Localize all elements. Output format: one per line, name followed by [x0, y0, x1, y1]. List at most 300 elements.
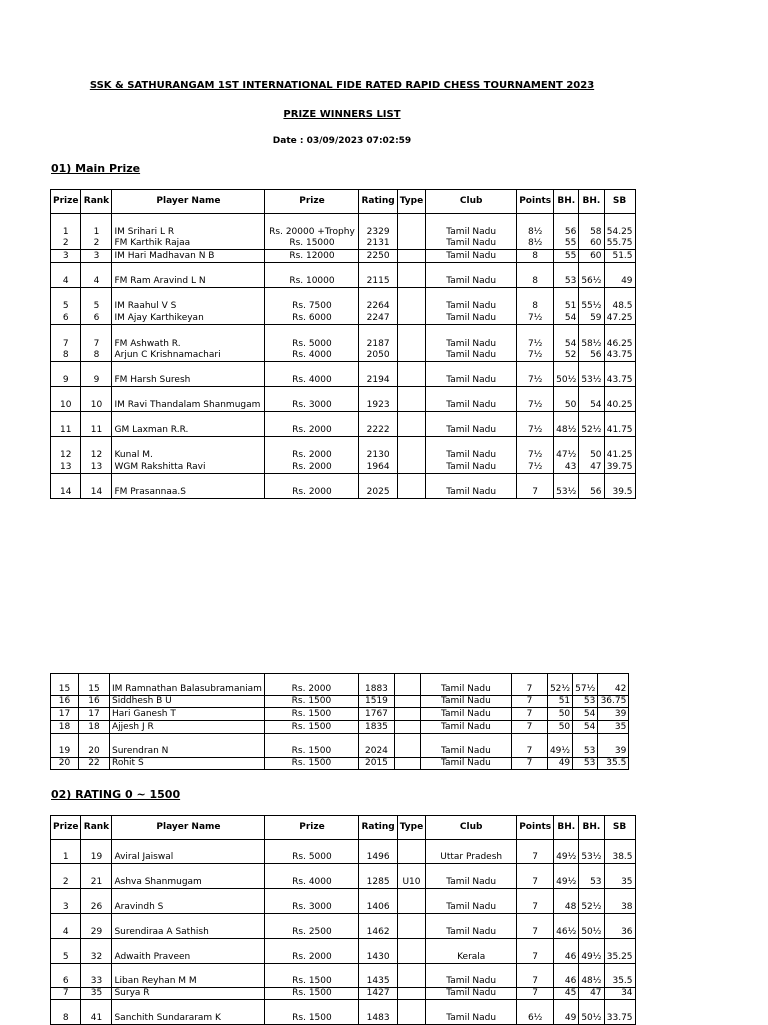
main-prize-table-continued — [50, 673, 629, 770]
cell-rating: 2130 — [359, 437, 397, 461]
cell-club: Tamil Nadu — [420, 696, 511, 708]
cell-player-name: Siddhesh B U — [110, 696, 265, 708]
cell-sb: 43.75 — [604, 362, 635, 387]
cell-player-name: Surya R — [112, 988, 265, 1000]
cell-bh2: 60 — [579, 238, 604, 250]
cell-bh2: 52½ — [579, 889, 604, 914]
cell-rank: 2 — [81, 238, 112, 250]
table-row — [51, 864, 636, 889]
cell-club: Tamil Nadu — [426, 263, 517, 288]
cell-prize-no: 19 — [51, 734, 79, 758]
cell-points: 7½ — [517, 387, 554, 412]
cell-prize-amount: Rs. 1500 — [264, 721, 358, 734]
cell-prize-no: 15 — [51, 674, 79, 696]
cell-points: 7 — [517, 914, 554, 939]
cell-prize-amount: Rs. 2000 — [265, 474, 359, 499]
cell-prize-amount: Rs. 1500 — [265, 964, 359, 988]
cell-bh1: 51 — [554, 288, 579, 312]
cell-prize-amount: Rs. 2000 — [264, 674, 358, 696]
cell-rank: 35 — [81, 988, 112, 1000]
cell-type — [397, 362, 425, 387]
table-row — [51, 362, 636, 387]
cell-player-name: FM Ashwath R. — [112, 325, 265, 350]
cell-bh2: 56 — [579, 350, 604, 362]
cell-type — [397, 387, 425, 412]
column-header-prize-amount: Prize — [265, 816, 359, 840]
cell-bh2: 60 — [579, 250, 604, 263]
cell-club: Tamil Nadu — [426, 889, 517, 914]
cell-sb: 39 — [598, 708, 629, 721]
cell-bh1: 51 — [547, 696, 572, 708]
cell-player-name: IM Hari Madhavan N B — [112, 250, 265, 263]
cell-prize-amount: Rs. 3000 — [265, 387, 359, 412]
column-header-rating: Rating — [359, 816, 397, 840]
cell-rating: 2025 — [359, 474, 397, 499]
cell-rank: 3 — [81, 250, 112, 263]
cell-bh2: 53 — [579, 864, 604, 889]
cell-rating: 2264 — [359, 288, 397, 312]
table-row — [51, 734, 629, 758]
cell-bh1: 43 — [554, 461, 579, 474]
column-header-prize-amount: Prize — [265, 190, 359, 214]
cell-sb: 40.25 — [604, 387, 635, 412]
column-header-bh2: BH. — [579, 190, 604, 214]
cell-sb: 41.25 — [604, 437, 635, 461]
table-row — [51, 474, 636, 499]
cell-club: Tamil Nadu — [426, 474, 517, 499]
cell-rating: 1285 — [359, 864, 397, 889]
cell-sb: 38 — [604, 889, 635, 914]
cell-rating: 1519 — [358, 696, 394, 708]
cell-player-name: FM Karthik Rajaa — [112, 238, 265, 250]
cell-player-name: IM Ramnathan Balasubramaniam — [110, 674, 265, 696]
cell-type — [397, 939, 425, 964]
cell-prize-amount: Rs. 1500 — [264, 734, 358, 758]
cell-prize-amount: Rs. 20000 +Trophy — [265, 214, 359, 238]
cell-bh1: 56 — [554, 214, 579, 238]
cell-points: 7½ — [517, 362, 554, 387]
cell-rating: 2250 — [359, 250, 397, 263]
cell-bh2: 59 — [579, 312, 604, 325]
cell-club: Tamil Nadu — [426, 461, 517, 474]
cell-club: Tamil Nadu — [420, 708, 511, 721]
cell-type — [397, 263, 425, 288]
cell-player-name: Rohit S — [110, 758, 265, 770]
cell-prize-amount: Rs. 3000 — [265, 889, 359, 914]
table-row — [51, 437, 636, 461]
cell-points: 7 — [511, 708, 547, 721]
cell-points: 7 — [511, 721, 547, 734]
cell-player-name: Aviral Jaiswal — [112, 840, 265, 864]
cell-type — [397, 461, 425, 474]
cell-rating: 1406 — [359, 889, 397, 914]
cell-prize-no: 2 — [51, 864, 81, 889]
cell-player-name: FM Harsh Suresh — [112, 362, 265, 387]
cell-sb: 48.5 — [604, 288, 635, 312]
cell-prize-no: 8 — [51, 350, 81, 362]
table-row — [51, 1000, 636, 1025]
cell-club: Tamil Nadu — [420, 758, 511, 770]
cell-points: 7½ — [517, 461, 554, 474]
cell-rank: 9 — [81, 362, 112, 387]
cell-points: 7 — [511, 734, 547, 758]
cell-sb: 54.25 — [604, 214, 635, 238]
cell-bh2: 47 — [579, 461, 604, 474]
cell-prize-amount: Rs. 4000 — [265, 864, 359, 889]
column-header-bh1: BH. — [554, 190, 579, 214]
cell-rating: 2329 — [359, 214, 397, 238]
cell-player-name: Surendiraa A Sathish — [112, 914, 265, 939]
cell-club: Tamil Nadu — [426, 387, 517, 412]
cell-points: 8 — [517, 263, 554, 288]
cell-rating: 1923 — [359, 387, 397, 412]
cell-bh1: 46 — [554, 964, 579, 988]
cell-player-name: Surendran N — [110, 734, 265, 758]
cell-sb: 39.5 — [604, 474, 635, 499]
cell-prize-amount: Rs. 1500 — [265, 988, 359, 1000]
cell-club: Tamil Nadu — [420, 734, 511, 758]
cell-sb: 38.5 — [604, 840, 635, 864]
column-header-type: Type — [397, 816, 425, 840]
table-row — [51, 214, 636, 238]
cell-prize-amount: Rs. 2500 — [265, 914, 359, 939]
table-header-row — [51, 190, 636, 214]
cell-points: 7 — [517, 889, 554, 914]
cell-type — [397, 914, 425, 939]
cell-player-name: Sanchith Sundararam K — [112, 1000, 265, 1025]
cell-type — [397, 840, 425, 864]
cell-bh1: 49 — [554, 1000, 579, 1025]
cell-rank: 41 — [81, 1000, 112, 1025]
cell-prize-no: 11 — [51, 412, 81, 437]
table-row — [51, 325, 636, 350]
cell-prize-no: 16 — [51, 696, 79, 708]
cell-bh2: 54 — [573, 708, 598, 721]
cell-rank: 15 — [79, 674, 110, 696]
column-header-type: Type — [397, 190, 425, 214]
cell-rating: 1462 — [359, 914, 397, 939]
table-row — [51, 350, 636, 362]
column-header-club: Club — [426, 816, 517, 840]
cell-bh1: 53 — [554, 263, 579, 288]
cell-player-name: FM Ram Aravind L N — [112, 263, 265, 288]
cell-rank: 21 — [81, 864, 112, 889]
table-row — [51, 964, 636, 988]
cell-type — [394, 721, 420, 734]
cell-bh2: 52½ — [579, 412, 604, 437]
cell-bh1: 46½ — [554, 914, 579, 939]
cell-type — [394, 708, 420, 721]
cell-rank: 17 — [79, 708, 110, 721]
table-header-row — [51, 816, 636, 840]
cell-points: 7 — [511, 696, 547, 708]
cell-sb: 47.25 — [604, 312, 635, 325]
cell-points: 7 — [517, 840, 554, 864]
cell-club: Tamil Nadu — [426, 437, 517, 461]
cell-prize-no: 13 — [51, 461, 81, 474]
table-row — [51, 721, 629, 734]
cell-bh1: 49½ — [554, 840, 579, 864]
cell-prize-amount: Rs. 5000 — [265, 325, 359, 350]
cell-rank: 22 — [79, 758, 110, 770]
cell-sb: 35.5 — [604, 964, 635, 988]
cell-bh2: 53½ — [579, 362, 604, 387]
cell-sb: 33.75 — [604, 1000, 635, 1025]
section-rating-heading: 02) RATING 0 ~ 1500 — [51, 788, 181, 801]
cell-player-name: FM Prasannaa.S — [112, 474, 265, 499]
cell-rating: 2247 — [359, 312, 397, 325]
cell-points: 8½ — [517, 238, 554, 250]
cell-bh2: 55½ — [579, 288, 604, 312]
table-row — [51, 288, 636, 312]
cell-rank: 29 — [81, 914, 112, 939]
cell-bh2: 57½ — [573, 674, 598, 696]
cell-prize-amount: Rs. 7500 — [265, 288, 359, 312]
cell-prize-amount: Rs. 6000 — [265, 312, 359, 325]
cell-type — [397, 238, 425, 250]
cell-rating: 2187 — [359, 325, 397, 350]
cell-rank: 14 — [81, 474, 112, 499]
cell-player-name: GM Laxman R.R. — [112, 412, 265, 437]
cell-club: Tamil Nadu — [426, 238, 517, 250]
cell-player-name: Ajjesh J R — [110, 721, 265, 734]
column-header-rank: Rank — [81, 816, 112, 840]
cell-bh1: 50½ — [554, 362, 579, 387]
cell-points: 7½ — [517, 412, 554, 437]
table-row — [51, 758, 629, 770]
table-row — [51, 988, 636, 1000]
cell-rating: 2050 — [359, 350, 397, 362]
cell-bh1: 54 — [554, 325, 579, 350]
cell-club: Tamil Nadu — [420, 721, 511, 734]
cell-type — [397, 350, 425, 362]
cell-bh2: 53½ — [579, 840, 604, 864]
cell-bh2: 50½ — [579, 914, 604, 939]
cell-type — [394, 696, 420, 708]
table-row — [51, 312, 636, 325]
cell-type — [397, 437, 425, 461]
column-header-sb: SB — [604, 816, 635, 840]
cell-type — [397, 214, 425, 238]
cell-rating: 2024 — [358, 734, 394, 758]
cell-sb: 35.5 — [598, 758, 629, 770]
cell-prize-amount: Rs. 4000 — [265, 362, 359, 387]
cell-points: 7 — [517, 939, 554, 964]
cell-prize-amount: Rs. 2000 — [265, 437, 359, 461]
cell-rank: 10 — [81, 387, 112, 412]
cell-bh1: 52 — [554, 350, 579, 362]
cell-prize-amount: Rs. 4000 — [265, 350, 359, 362]
cell-prize-amount: Rs. 2000 — [265, 461, 359, 474]
table-row — [51, 939, 636, 964]
cell-points: 7½ — [517, 325, 554, 350]
cell-bh1: 48 — [554, 889, 579, 914]
cell-bh2: 49½ — [579, 939, 604, 964]
column-header-rating: Rating — [359, 190, 397, 214]
cell-points: 8½ — [517, 214, 554, 238]
table-row — [51, 412, 636, 437]
cell-club: Tamil Nadu — [426, 250, 517, 263]
column-header-sb: SB — [604, 190, 635, 214]
document-date: Date : 03/09/2023 07:02:59 — [272, 136, 412, 146]
cell-prize-no: 8 — [51, 1000, 81, 1025]
cell-rating: 1430 — [359, 939, 397, 964]
cell-prize-no: 1 — [51, 840, 81, 864]
cell-bh2: 48½ — [579, 964, 604, 988]
cell-club: Tamil Nadu — [426, 362, 517, 387]
cell-rating: 1427 — [359, 988, 397, 1000]
cell-bh2: 58½ — [579, 325, 604, 350]
cell-rating: 1435 — [359, 964, 397, 988]
cell-sb: 51.5 — [604, 250, 635, 263]
cell-player-name: Aravindh S — [112, 889, 265, 914]
cell-bh1: 52½ — [547, 674, 572, 696]
document-title: SSK & SATHURANGAM 1ST INTERNATIONAL FIDE RATED RAPID CHESS TOURNAMENT 2023 — [89, 80, 595, 91]
cell-bh1: 50 — [547, 721, 572, 734]
main-prize-table — [50, 189, 636, 499]
table-row — [51, 708, 629, 721]
cell-points: 7 — [517, 474, 554, 499]
cell-sb: 42 — [598, 674, 629, 696]
cell-bh1: 47½ — [554, 437, 579, 461]
cell-bh2: 54 — [573, 721, 598, 734]
cell-bh1: 55 — [554, 250, 579, 263]
cell-bh1: 50 — [554, 387, 579, 412]
cell-club: Tamil Nadu — [426, 412, 517, 437]
cell-prize-no: 1 — [51, 214, 81, 238]
cell-player-name: IM Ajay Karthikeyan — [112, 312, 265, 325]
cell-points: 7 — [517, 988, 554, 1000]
column-header-bh1: BH. — [554, 816, 579, 840]
cell-bh1: 45 — [554, 988, 579, 1000]
cell-prize-no: 20 — [51, 758, 79, 770]
cell-type — [397, 474, 425, 499]
cell-bh1: 49½ — [547, 734, 572, 758]
cell-sb: 43.75 — [604, 350, 635, 362]
cell-rank: 26 — [81, 889, 112, 914]
cell-club: Tamil Nadu — [426, 1000, 517, 1025]
cell-prize-no: 6 — [51, 312, 81, 325]
cell-rating: 2194 — [359, 362, 397, 387]
cell-prize-amount: Rs. 1500 — [264, 696, 358, 708]
cell-club: Tamil Nadu — [420, 674, 511, 696]
cell-rank: 5 — [81, 288, 112, 312]
cell-points: 8 — [517, 250, 554, 263]
table-row — [51, 387, 636, 412]
column-header-prize-no: Prize — [51, 816, 81, 840]
cell-prize-no: 4 — [51, 263, 81, 288]
cell-club: Tamil Nadu — [426, 288, 517, 312]
cell-bh1: 54 — [554, 312, 579, 325]
cell-rank: 18 — [79, 721, 110, 734]
cell-player-name: Arjun C Krishnamachari — [112, 350, 265, 362]
cell-sb: 35 — [598, 721, 629, 734]
cell-prize-no: 18 — [51, 721, 79, 734]
cell-club: Kerala — [426, 939, 517, 964]
cell-prize-no: 14 — [51, 474, 81, 499]
cell-prize-no: 17 — [51, 708, 79, 721]
cell-type — [397, 1000, 425, 1025]
table-row — [51, 696, 629, 708]
cell-prize-amount: Rs. 10000 — [265, 263, 359, 288]
cell-rank: 1 — [81, 214, 112, 238]
table-row — [51, 238, 636, 250]
cell-bh1: 46 — [554, 939, 579, 964]
column-header-club: Club — [426, 190, 517, 214]
cell-prize-amount: Rs. 1500 — [265, 1000, 359, 1025]
cell-rank: 8 — [81, 350, 112, 362]
cell-club: Uttar Pradesh — [426, 840, 517, 864]
cell-sb: 36.75 — [598, 696, 629, 708]
cell-player-name: Hari Ganesh T — [110, 708, 265, 721]
cell-sb: 41.75 — [604, 412, 635, 437]
cell-points: 6½ — [517, 1000, 554, 1025]
cell-prize-amount: Rs. 2000 — [265, 412, 359, 437]
cell-rating: 1483 — [359, 1000, 397, 1025]
column-header-player-name: Player Name — [112, 190, 265, 214]
cell-points: 8 — [517, 288, 554, 312]
cell-rating: 2131 — [359, 238, 397, 250]
cell-type — [394, 674, 420, 696]
cell-rank: 7 — [81, 325, 112, 350]
cell-sb: 55.75 — [604, 238, 635, 250]
cell-rating: 1883 — [358, 674, 394, 696]
cell-type — [397, 964, 425, 988]
cell-club: Tamil Nadu — [426, 325, 517, 350]
cell-rank: 4 — [81, 263, 112, 288]
cell-rating: 1496 — [359, 840, 397, 864]
cell-player-name: Liban Reyhan M M — [112, 964, 265, 988]
cell-prize-amount: Rs. 1500 — [264, 758, 358, 770]
table-row — [51, 461, 636, 474]
cell-type — [397, 312, 425, 325]
cell-sb: 36 — [604, 914, 635, 939]
cell-type: U10 — [397, 864, 425, 889]
cell-bh2: 50 — [579, 437, 604, 461]
cell-bh1: 49½ — [554, 864, 579, 889]
cell-rank: 16 — [79, 696, 110, 708]
cell-prize-amount: Rs. 15000 — [265, 238, 359, 250]
table-row — [51, 914, 636, 939]
cell-points: 7 — [511, 758, 547, 770]
cell-sb: 39 — [598, 734, 629, 758]
cell-player-name: Adwaith Praveen — [112, 939, 265, 964]
cell-sb: 46.25 — [604, 325, 635, 350]
cell-bh1: 55 — [554, 238, 579, 250]
table-row — [51, 674, 629, 696]
cell-prize-no: 5 — [51, 288, 81, 312]
cell-prize-amount: Rs. 5000 — [265, 840, 359, 864]
cell-bh1: 48½ — [554, 412, 579, 437]
cell-prize-no: 10 — [51, 387, 81, 412]
section-main-prize-heading: 01) Main Prize — [51, 162, 141, 175]
cell-bh1: 49 — [547, 758, 572, 770]
cell-rank: 11 — [81, 412, 112, 437]
cell-type — [397, 988, 425, 1000]
cell-player-name: Ashva Shanmugam — [112, 864, 265, 889]
cell-prize-no: 12 — [51, 437, 81, 461]
cell-type — [397, 288, 425, 312]
cell-club: Tamil Nadu — [426, 914, 517, 939]
cell-club: Tamil Nadu — [426, 964, 517, 988]
cell-sb: 39.75 — [604, 461, 635, 474]
cell-sb: 49 — [604, 263, 635, 288]
cell-type — [397, 325, 425, 350]
cell-club: Tamil Nadu — [426, 312, 517, 325]
cell-rank: 33 — [81, 964, 112, 988]
table-row — [51, 840, 636, 864]
document-subtitle: PRIZE WINNERS LIST — [283, 109, 401, 120]
